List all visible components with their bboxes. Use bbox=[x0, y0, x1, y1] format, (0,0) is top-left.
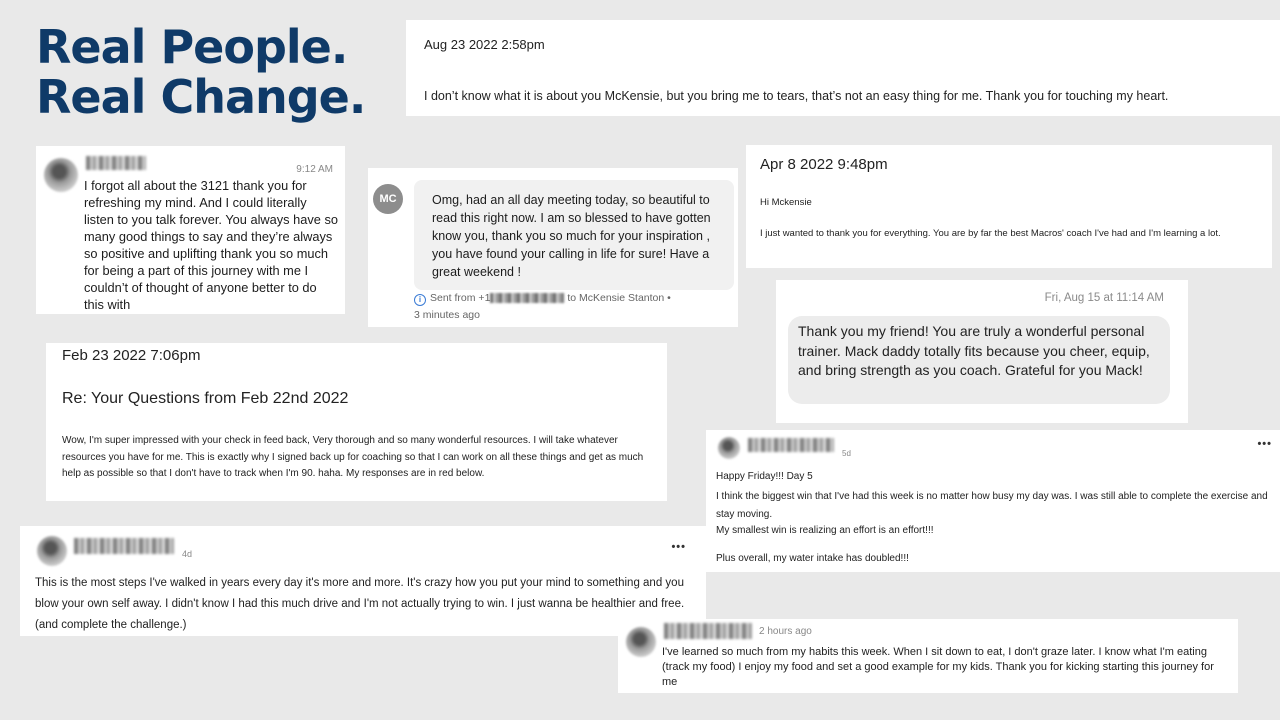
message-subject: Re: Your Questions from Feb 22nd 2022 bbox=[62, 390, 349, 407]
message-text: I just wanted to thank you for everything. You are by far the best Macros' coach I've had and I'm learning a lot. bbox=[760, 228, 1221, 239]
testimonial-card-3121 bbox=[36, 146, 345, 314]
message-text: I don’t know what it is about you McKensie, but you bring me to tears, that’s not an easy thing for me. Thank you for touching my heart. bbox=[424, 89, 1169, 103]
post-line-4: Plus overall, my water intake has doubled!!! bbox=[716, 553, 909, 564]
message-text: Omg, had an all day meeting today, so beautiful to read this right now. I am so blessed to have gotten know you, thank you so much for your inspiration , you have found your calling in life for sure! Have a great weekend ! bbox=[432, 193, 711, 279]
message-timestamp: Aug 23 2022 2:58pm bbox=[424, 37, 545, 52]
post-line-1: Happy Friday!!! Day 5 bbox=[716, 471, 813, 482]
sent-from-suffix: to McKensie Stanton • bbox=[567, 292, 671, 304]
post-time-ago: 4d bbox=[182, 549, 193, 559]
post-time-ago: 2 hours ago bbox=[759, 626, 812, 637]
message-time-ago: 3 minutes ago bbox=[414, 309, 480, 321]
testimonial-card-mc bbox=[368, 168, 738, 327]
message-timestamp: Feb 23 2022 7:06pm bbox=[62, 347, 201, 364]
sent-from-prefix: Sent from +1 bbox=[430, 292, 491, 304]
avatar bbox=[44, 158, 78, 192]
post-text: This is the most steps I've walked in years every day it's more and more. It's crazy how you put your mind to something and you blow your own self away. I didn't know I had this much drive and I'm not actually trying to win. I just wanna be healthier and free. (and complete the challenge.) bbox=[35, 577, 685, 631]
testimonial-card-feb23 bbox=[46, 343, 667, 501]
more-options-icon[interactable]: ••• bbox=[1257, 438, 1272, 450]
info-icon: i bbox=[414, 294, 426, 306]
avatar bbox=[626, 627, 656, 657]
message-greeting: Hi Mckensie bbox=[760, 197, 812, 208]
avatar: MC bbox=[373, 184, 403, 214]
message-bubble bbox=[414, 180, 734, 290]
message-timestamp: Fri, Aug 15 at 11:14 AM bbox=[1044, 292, 1164, 304]
message-text: I forgot all about the 3121 thank you for refreshing my mind. And I could literally listen to you talk forever. You always have so many good things to say and they’re always so positive and uplifting thank you so much for being a part of this journey with me I couldn’t of thought of anyone better to do this with bbox=[84, 178, 338, 312]
testimonial-card-habits bbox=[618, 619, 1238, 693]
headline-line-1: Real People. bbox=[36, 20, 348, 74]
message-timestamp: Apr 8 2022 9:48pm bbox=[760, 156, 888, 173]
testimonial-card-friday bbox=[706, 430, 1280, 572]
sender-name-redacted bbox=[748, 438, 834, 452]
message-time: 9:12 AM bbox=[296, 164, 333, 175]
headline-line-2: Real Change. bbox=[36, 70, 366, 124]
avatar bbox=[718, 437, 740, 459]
message-text: Thank you my friend! You are truly a wonderful personal trainer. Mack daddy totally fits because you cheer, equip, and bring strength as you coach. Grateful for you Mack! bbox=[798, 323, 1150, 378]
sent-from-line bbox=[414, 292, 671, 305]
testimonial-card-apr8 bbox=[746, 145, 1272, 268]
sender-name-redacted bbox=[86, 156, 146, 170]
headline bbox=[36, 22, 365, 122]
sender-name-redacted bbox=[74, 538, 174, 554]
sender-name-redacted bbox=[664, 623, 752, 639]
testimonial-card-imessage bbox=[776, 280, 1188, 423]
message-text: Wow, I'm super impressed with your check in feed back, Very thorough and so many wonderful resources. I will take whatever resources you have for me. This is exactly why I signed back up for coaching so that I can work on all these things and get as much help as possible so that I don't have to track when I'm 90. haha. My responses are in red below. bbox=[62, 435, 644, 479]
post-line-2: I think the biggest win that I've had this week is no matter how busy my day was. I was still able to complete the exercise and stay moving. bbox=[716, 491, 1268, 520]
more-options-icon[interactable]: ••• bbox=[671, 541, 686, 553]
post-time-ago: 5d bbox=[842, 449, 851, 458]
testimonial-card-aug23 bbox=[406, 20, 1280, 116]
post-text: I've learned so much from my habits this week. When I sit down to eat, I don't graze later. I know what I'm eating (track my food) I enjoy my food and set a good example for my kids. Thank you for kicking starting this journey for me bbox=[662, 646, 1214, 688]
testimonial-card-steps bbox=[20, 526, 706, 636]
avatar bbox=[37, 536, 67, 566]
message-bubble bbox=[788, 316, 1170, 404]
phone-number-redacted bbox=[490, 293, 564, 303]
post-line-3: My smallest win is realizing an effort is an effort!!! bbox=[716, 525, 934, 536]
